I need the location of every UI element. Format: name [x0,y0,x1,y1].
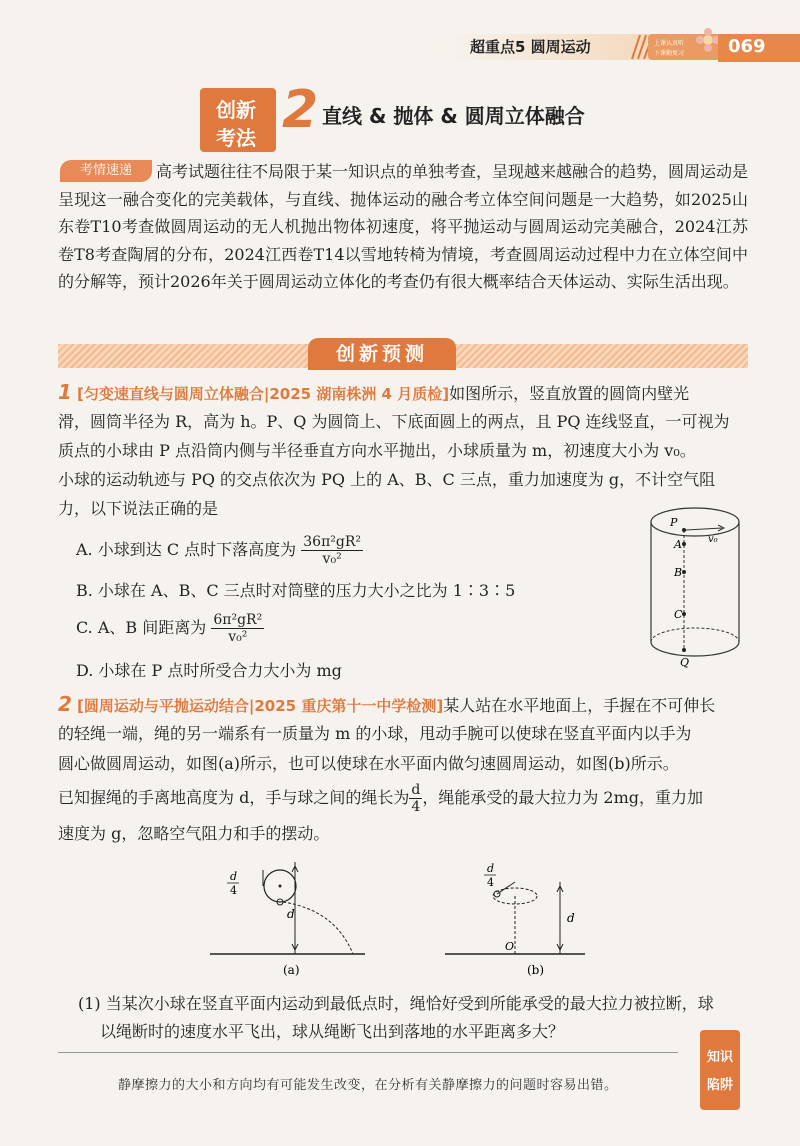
label-q: Q [680,656,690,669]
section-band-title: 创新预测 [308,338,456,370]
label-b: B [674,566,683,579]
fig-a-frac-den: 4 [230,884,237,897]
q2-line5: 速度为 g，忽略空气阻力和手的摆动。 [58,824,330,843]
frac-denominator: v₀² [228,629,248,645]
frac-numerator: 6π²gR² [213,612,263,628]
fig-b-d: d [567,911,575,925]
q1-line1: 如图所示，竖直放置的圆筒内壁光 [449,384,690,403]
q1-tag: [匀变速直线与圆周立体融合|2025 湖南株洲 4 月质检] [77,385,450,403]
badge-line2: 下课勤复习 [654,50,685,57]
q2-sub1-line1: (1) 当某次小球在竖直平面内运动到最低点时，绳恰好受到所能承受的最大拉力被拉断，球 [78,994,714,1013]
q2-line4 [58,782,748,815]
q2-figures [205,858,585,982]
fig-a-caption: (a) [283,963,300,977]
q2-line3: 圆心做圆周运动，如图(a)所示，也可以使球在水平面内做匀速圆周运动，如图(b)所示。 [58,754,679,773]
q1-option-c-text: C. A、B 间距离为 [76,618,207,637]
q1-option-c-fraction [211,612,264,645]
q2-sub1-line2: 以绳断时的速度水平飞出，球从绳断飞出到落地的水平距离多大？ [100,1022,565,1041]
topic-label-line2: 考法 [216,126,256,150]
fig-b-o: O [505,940,515,953]
frac-denominator: 4 [411,799,421,815]
frac-denominator: v₀² [322,551,342,567]
frac-numerator: 36π²gR² [303,534,361,550]
cylinder-figure [640,500,750,672]
footer-divider [58,1052,678,1053]
q2-number: 2 [58,692,72,716]
q2-line1: 某人站在水平地面上，手握在不可伸长 [443,696,716,715]
q1-option-a [76,534,363,567]
fig-b-caption: (b) [527,963,545,977]
header-badge [648,34,720,60]
section-title: 超重点5 圆周运动 [470,38,591,56]
q1-option-c [76,612,264,645]
topic-number: 2 [282,80,319,140]
side-tab-line2: 陷阱 [706,1078,733,1093]
q1-option-d: D. 小球在 P 点时所受合力大小为 mg [76,661,342,680]
intro-text: 高考试题往往不局限于某一知识点的单独考查，呈现越来越融合的趋势，圆周运动是呈现这一融合变化的完美载体，与直线、抛体运动的融合考立体空间问题是一大趋势，如2025山东卷T10考查做圆周运动的无人机抛出物体初速度，将平抛运动与圆周运动完美融合，2024江苏卷T8考查陶屑的分布，2024江西卷T14以雪地转椅为情境，考查圆周运动过程中力在立体空间中的分解等，预计2026年关于圆周运动立体化的考查仍有很大概率结合天体运动、实际生活出现。 [58,162,749,291]
slash-decoration [628,33,650,61]
q1-option-b: B. 小球在 A、B、C 三点时对筒壁的压力大小之比为 1∶3∶5 [76,581,516,600]
q1-line5: 力，以下说法正确的是 [58,499,219,518]
topic-title: 直线 & 抛体 & 圆周立体融合 [322,104,585,128]
q2-line1-row [58,690,748,721]
flower-icon [696,28,720,52]
topic-label-box [200,88,276,152]
q2-line4-pre: 已知握绳的手离地高度为 d，手与球之间的绳长为 [58,788,410,807]
label-p: P [670,516,678,529]
footer-note: 静摩擦力的大小和方向均有可能发生改变，在分析有关静摩擦力的问题时容易出错。 [118,1078,618,1093]
fig-b-frac-num: d [487,862,495,875]
q2-tag: [圆周运动与平抛运动结合|2025 重庆第十一中学检测] [77,697,444,715]
q1-option-a-fraction [301,534,363,567]
q2-sub1 [78,990,748,1046]
q2-line2: 的轻绳一端，绳的另一端系有一质量为 m 的小球，甩动手腕可以使球在竖直平面内以手为 [58,724,692,743]
fig-b-frac-den: 4 [487,876,494,889]
intro-tag: 考情速递 [60,160,152,182]
label-c: C [674,608,683,621]
page-number: 069 [728,36,766,57]
q1-line3: 质点的小球由 P 点沿筒内侧与半径垂直方向水平抛出，小球质量为 m，初速度大小为 v₀。 [58,441,696,460]
badge-line1: 上课认真听 [654,40,685,47]
label-a: A [674,538,682,551]
q1-line4: 小球的运动轨迹与 PQ 的交点依次为 PQ 上的 A、B、C 三点，重力加速度为 g，不计空气阻 [58,470,716,489]
q2-line4-post: ，绳能承受的最大拉力为 2mg，重力加 [422,788,703,807]
q1-line1-row [58,378,748,409]
label-v0: v₀ [708,534,718,545]
side-tab-line1: 知识 [706,1050,733,1065]
frac-numerator: d [411,782,421,798]
fig-a-d: d [287,907,295,921]
fig-a-frac-num: d [230,870,238,883]
q1-number: 1 [58,380,72,404]
q1-option-a-text: A. 小球到达 C 点时下落高度为 [76,540,297,559]
topic-label-line1: 创新 [216,98,256,122]
q1-line2: 滑，圆筒半径为 R，高为 h。P、Q 为圆筒上、下底面圆上的两点，且 PQ 连线竖直，一可视为 [58,412,730,431]
q2-fraction [409,782,422,815]
side-tab [700,1030,740,1110]
